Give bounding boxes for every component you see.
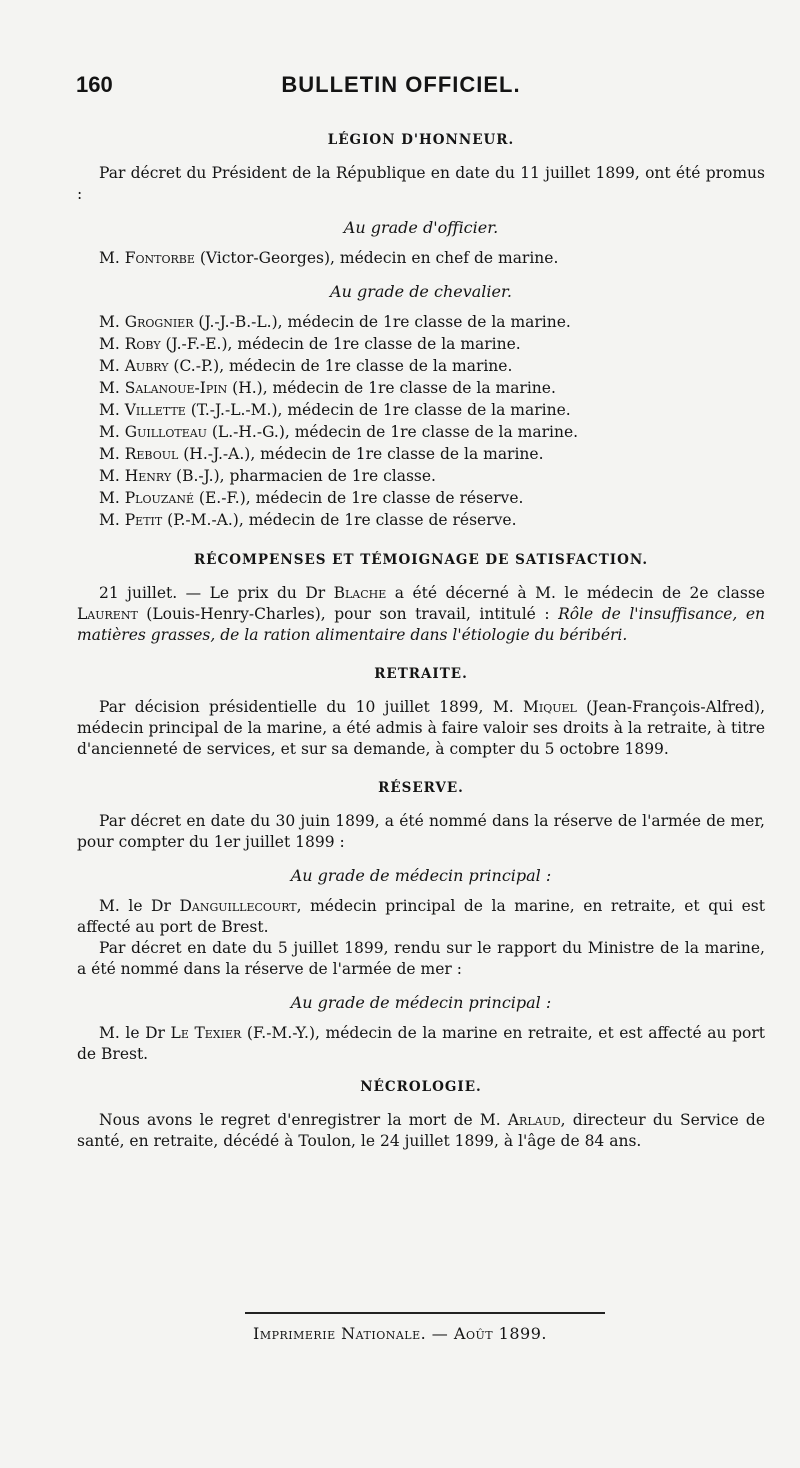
- reserve-p3: Par décret en date du 5 juillet 1899, rendu sur le rapport du Ministre de la marine, a été nommé dans la réserve de l'armée de mer :: [77, 939, 765, 978]
- imprint-line: Imprimerie Nationale. — Août 1899.: [253, 1324, 547, 1343]
- page-header: [76, 72, 726, 104]
- list-item: M. Grognier (J.-J.-B.-L.), médecin de 1re classe de la marine.: [99, 313, 571, 331]
- list-item: M. Guilloteau (L.-H.-G.), médecin de 1re classe de la marine.: [99, 423, 579, 441]
- grade-chevalier: Au grade de chevalier.: [330, 282, 512, 301]
- recompenses-text: 21 juillet. — Le prix du Dr Blache a été décerné à M. le médecin de 2e classe Laurent (Louis-Henry-Charles), pour son travail, intitulé : Rôle de l'insuffisance, en matières grasses, de la ration alimentaire dans l'étiologie du béribéri.: [77, 584, 765, 644]
- grade-officier: Au grade d'officier.: [343, 218, 499, 237]
- list-item: M. Aubry (C.-P.), médecin de 1re classe de la marine.: [99, 357, 513, 375]
- officer-entry: M. Fontorbe (Victor-Georges), médecin en chef de marine.: [99, 249, 559, 267]
- list-item: M. Villette (T.-J.-L.-M.), médecin de 1re classe de la marine.: [99, 401, 571, 419]
- retraite-text: Par décision présidentielle du 10 juillet 1899, M. Miquel (Jean-François-Alfred), médecin principal de la marine, a été admis à faire valoir ses droits à la retraite, à titre d'ancienneté de services, et sur sa demande, à compter du 5 octobre 1899.: [77, 698, 765, 758]
- list-item: M. Petit (P.-M.-A.), médecin de 1re classe de réserve.: [99, 511, 517, 529]
- necrologie-text: Nous avons le regret d'enregistrer la mort de M. Arlaud, directeur du Service de santé, en retraite, décédé à Toulon, le 24 juillet 1899, à l'âge de 84 ans.: [77, 1111, 765, 1150]
- running-title: BULLETIN OFFICIEL.: [281, 72, 521, 97]
- footer-rule: [245, 1312, 605, 1314]
- section-title-necrologie: NÉCROLOGIE.: [360, 1079, 482, 1095]
- legion-intro: Par décret du Président de la République en date du 11 juillet 1899, ont été promus :: [77, 164, 765, 203]
- section-title-recompenses: RÉCOMPENSES ET TÉMOIGNAGE DE SATISFACTION.: [193, 552, 649, 568]
- reserve-p2: M. le Dr Danguillecourt, médecin principal de la marine, en retraite, et qui est affecté au port de Brest.: [77, 897, 765, 936]
- list-item: M. Roby (J.-F.-E.), médecin de 1re classe de la marine.: [99, 335, 521, 353]
- page-content: [77, 130, 765, 1152]
- section-title-reserve: RÉSERVE.: [378, 780, 464, 796]
- page-number: 160: [76, 72, 113, 97]
- section-title-retraite: RETRAITE.: [374, 666, 468, 682]
- list-item: M. Plouzané (E.-F.), médecin de 1re classe de réserve.: [99, 489, 524, 507]
- section-title-legion: LÉGION D'HONNEUR.: [327, 132, 515, 148]
- reserve-p4: M. le Dr Le Texier (F.-M.-Y.), médecin de la marine en retraite, et est affecté au port de Brest.: [77, 1024, 766, 1063]
- list-item: M. Salanoue-Ipin (H.), médecin de 1re classe de la marine.: [99, 379, 556, 397]
- grade-medecin-principal-2: Au grade de médecin principal :: [290, 993, 552, 1012]
- chevalier-list: [77, 312, 765, 531]
- grade-medecin-principal-1: Au grade de médecin principal :: [290, 866, 552, 885]
- list-item: M. Henry (B.-J.), pharmacien de 1re classe.: [99, 467, 436, 485]
- list-item: M. Reboul (H.-J.-A.), médecin de 1re classe de la marine.: [99, 445, 544, 463]
- reserve-p1: Par décret en date du 30 juin 1899, a été nommé dans la réserve de l'armée de mer, pour compter du 1er juillet 1899 :: [77, 812, 765, 851]
